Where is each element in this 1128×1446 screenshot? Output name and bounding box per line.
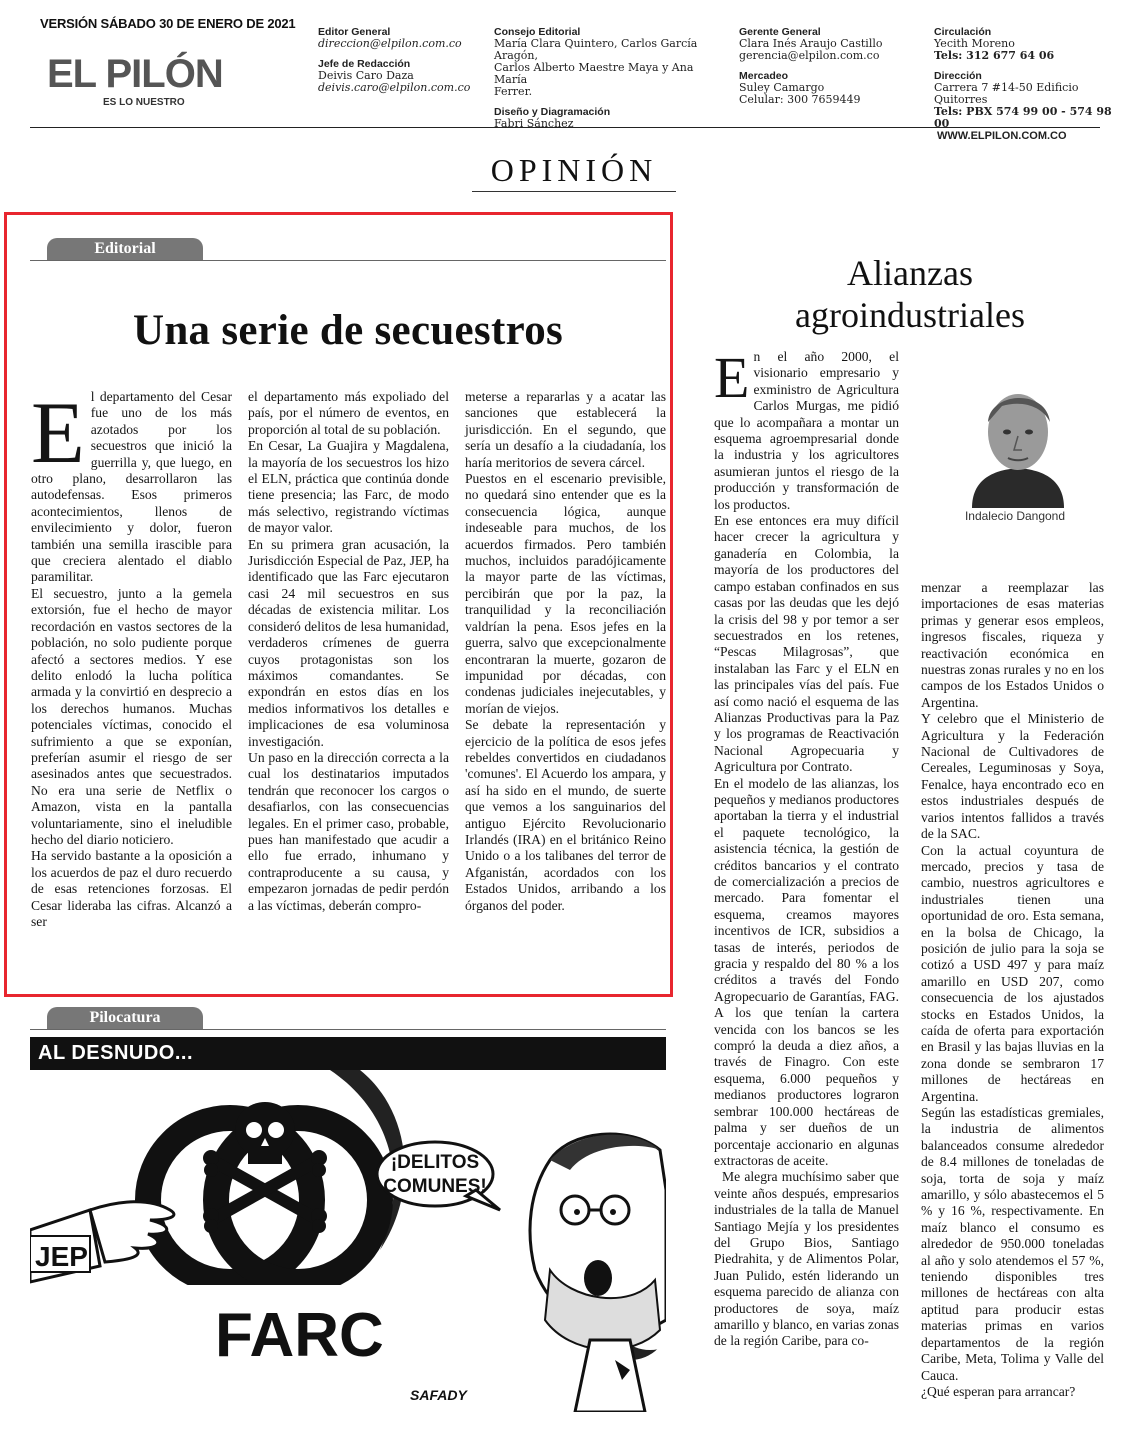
paragraph: menzar a reemplazar las importaciones de esas materias primas y generar esos empleos, ingresos fiscales, riqueza y reactivación económica en nuestras zonas rurales y no en los campos de los Estados Unidos o Argentina.: [921, 580, 1104, 710]
paragraph: el departamento más expoliado del país, por el número de eventos, en proporción al total de su población.: [248, 389, 449, 437]
editorial-headline: Una serie de secuestros: [132, 307, 564, 354]
paragraph: Y celebro que el Ministerio de Agricultura y la Federación Nacional de Cultivadores de Cereales, Leguminosas y Soya, Fenalce, haya encontrado eco en estos industriales después de varios intentos fallidos a través de la SAC.: [921, 711, 1104, 842]
consejo-line: Carlos Alberto Maestre Maya y Ana María: [494, 61, 694, 86]
circulacion-label: Circulación: [934, 26, 992, 38]
circulacion-name: Yecith Moreno: [934, 37, 1015, 50]
paragraph: n el año 2000, el visionario empresario y exministro de Agricultura Carlos Murgas, me pidió que lo acompañara a montar un esquema agroempresarial donde la industria y los agricultores asumieran juntos el riesgo de la producción y transformación de los productos.: [714, 349, 899, 512]
section-title: OPINIÓN: [490, 152, 658, 188]
editorial-column-2: [248, 389, 449, 914]
pilocatura-tab-rule: [30, 1029, 666, 1030]
opinion-title-line: Alianzas: [847, 253, 973, 293]
editorial-column-3: [465, 389, 666, 914]
editorial-tab: Editorial: [47, 238, 203, 260]
staff-column-1: [318, 26, 483, 94]
editorial-dropcap: E: [31, 385, 85, 482]
direccion-label: Dirección: [934, 70, 982, 82]
staff-column-4: [934, 26, 1114, 142]
section-title-rule: [472, 191, 676, 192]
circulacion-tels: Tels: 312 677 64 06: [934, 49, 1055, 62]
pilocatura-tab: Pilocatura: [47, 1007, 203, 1029]
consejo-label: Consejo Editorial: [494, 26, 581, 38]
website-link[interactable]: WWW.ELPILON.COM.CO: [937, 130, 1067, 142]
jefe-name: Deivis Caro Daza: [318, 69, 414, 82]
opinion-title: [730, 252, 1090, 336]
direccion-tels: Tels: PBX 574 99 00 - 574 98 00: [934, 105, 1112, 130]
jep-label: JEP: [35, 1241, 88, 1272]
gerente-email[interactable]: gerencia@elpilon.com.co: [739, 49, 880, 62]
jefe-label: Jefe de Redacción: [318, 58, 411, 70]
paragraph: Ha servido bastante a la oposición a los acuerdos de paz el duro recuerdo de esas retenciones forzosas. El Cesar lideraba las cifras. Alcanzó a ser: [31, 848, 232, 929]
opinion-dropcap: E: [714, 345, 750, 410]
cartoon-illustration: [30, 1070, 666, 1412]
consejo-line: María Clara Quintero, Carlos García Aragón,: [494, 37, 698, 62]
opinion-title-line: agroindustriales: [795, 295, 1025, 335]
author-photo: [962, 370, 1074, 508]
paragraph: l departamento del Cesar fue uno de los más azotados por los secuestros que inició la guerrilla y, que luego, en otro plano, desarrollaron las autodefensas. Esos primeros acontecimientos, llenos de envilecimiento y dolor, fueron también una semilla irascible para que creciera alentado el diablo paramilitar.: [31, 389, 232, 585]
paragraph: meterse a repararlas y a acatar las sanciones que establecerá la jurisdicción. En el segundo, que sería un desafío a la ciudadanía, los haría meritorios de severa cárcel.: [465, 389, 666, 470]
opinion-column-1: [714, 345, 899, 1350]
mercadeo-phone: Celular: 300 7659449: [739, 93, 861, 106]
author-name: Indalecio Dangond: [964, 509, 1066, 523]
jefe-email[interactable]: deivis.caro@elpilon.com.co: [318, 81, 471, 94]
consejo-line: Ferrer.: [494, 85, 533, 98]
paragraph: En su primera gran acusación, la Jurisdicción Especial de Paz, JEP, ha identificado que las Farc ejecutaron casi 24 mil secuestros en sus décadas de existencia militar. Los consideró delitos de lesa humanidad, verdaderos crímenes de guerra cuyos protagonistas son los máximos comandantes. Se expondrán en estos días en los medios informativos los detalles e implicaciones de esa voluminosa investigación.: [248, 536, 449, 749]
editorial-tab-rule: [30, 260, 666, 261]
paragraph: En ese entonces era muy difícil hacer crecer la agricultura y ganadería en Colombia, la mayoría de los productores del campo estaban confinados en sus casas por las deudas que les dejó la crisis del 98 y por temor a ser secuestrados en los retenes, “Pescas Milagrosas”, que instalaban las Farc y el ELN en las principales vías del país. Fue así como nació el esquema de las Alianzas Productivas para la Paz y los programas de Reactivación Nacional Agropecuaria y Agricultura por Contrato.: [714, 513, 899, 775]
paragraph: En el modelo de las alianzas, los pequeños y medianos productores aportaban la tierra y el industrial el paquete tecnológico, la asistencia técnica, la gestión de créditos bancarios y el contrato de comercialización a precios de mercado. Para fomentar el esquema, creamos mayores incentivos de ICR, subsidios a tasas de interés, periodos de gracia y respaldo del 80 % a los créditos a través del Fondo Agropecuario de Garantías, FAG. A los que tenían la cartera vencida con los bancos se les compró la deuda a diez años, a través de Finagro. Con este esquema, 6.000 pequeños y medianos productores lograron sembrar 100.000 hectáreas de palma y ser dueños de un porcentaje accionario en algunas extractoras de aceite.: [714, 775, 899, 1168]
paragraph: Con la actual coyuntura de mercado, precios y tasa de cambio, nuestros agricultores e industriales tienen una oportunidad de oro. Esta semana, en la bolsa de Chicago, la posición de julio para la soja se cotizó a USD 497 y para maíz amarillo en USD 207, como consecuencia de los ajustados stocks en Estados Unidos, la caída de oferta para exportación en Brasil y las bajas lluvias en la zona donde se sembraron 17 millones de hectáreas en Argentina.: [921, 842, 1104, 1104]
bubble-line-1: ¡DELITOS: [390, 1152, 480, 1173]
masthead-divider: [30, 127, 1100, 128]
paragraph: Puestos en el escenario previsible, no quedará sino entender que es la consecuencia lógica, aunque indeseable para muchos, de los acuerdos firmados. Pero también muchos, incluidos paradójicamente la mayor parte de las víctimas, percibirán que por la paz, la tranquilidad y la reconciliación valdrían la pena. Esos jefes en la guerra, salvo que excepcionalmente encontraran la muerte, gozaron de impunidad por décadas, con condenas judiciales inejecutables, y morían de viejos.: [465, 471, 666, 716]
paragraph: Un paso en la dirección correcta a la cual los destinatarios imputados tendrán que reconocer los cargos o desafiarlos, con las consecuencias legales. En el primer caso, probable, pues han manifestado que acudir a ello fue errado, inhumano y contraproducente a su causa, y empezaron jornadas de pedir perdón a las víctimas, deberán compro-: [248, 749, 449, 913]
newspaper-logo[interactable]: EL PILÓN: [47, 52, 223, 96]
cartoon-banner: AL DESNUDO...: [30, 1037, 666, 1070]
diseno-name: Fabri Sánchez: [494, 117, 574, 130]
diseno-label: Diseño y Diagramación: [494, 106, 611, 118]
mercadeo-name: Suley Camargo: [739, 81, 825, 94]
editor-label: Editor General: [318, 26, 391, 38]
editor-email[interactable]: direccion@elpilon.com.co: [318, 37, 462, 50]
paragraph: Me alegra muchísimo saber que veinte años después, empresarios industriales de la talla de Manuel Santiago Mejía y los presidentes del Grupo Bios, Santiago Piedrahita, y de Alimentos Polar, Juan Pulido, estén liderando un esquema parecido de alianza con productores de soya, maíz amarillo y blanco, en varias zonas de la región Caribe, para co-: [714, 1169, 899, 1349]
staff-column-2: [494, 26, 719, 130]
paragraph: Según las estadísticas gremiales, la industria de alimentos balanceados consume alrededor de 8.4 millones de toneladas de soja, torta de soja y maíz amarillo, y sólo abastecemos el 5 % y 16 %, respectivamente. En maíz blanco el consumo es alrededor de 950.000 toneladas al año y solo atendemos el 57 %, teniendo disponibles tres millones de hectáreas con alta aptitud para producir estas materias primas en varios departamentos de la región Caribe, Meta, Tolima y Valle del Cauca.: [921, 1105, 1104, 1383]
paragraph: En Cesar, La Guajira y Magdalena, la mayoría de los secuestros los hizo el ELN, práctica que continúa donde tiene presencia; las Farc, de modo más selectivo, registrando víctimas de mayor valor.: [248, 438, 449, 536]
paragraph: Se debate la representación y ejercicio de la política de esos jefes rebeldes convertidos en ciudadanos 'comunes'. El Acuerdo los ampara, y así ha sido en el mundo, de suerte que vemos a los sanguinarios del antiguo Ejército Revolucionario Irlandés (IRA) en el británico Reino Unido o a los talibanes del terror de Afganistán, acordados con los Estados Unidos, arribando a los órganos del poder.: [465, 717, 666, 913]
paragraph: ¿Qué esperan para arrancar?: [921, 1383, 1076, 1399]
edition-date: VERSIÓN SÁBADO 30 DE ENERO DE 2021: [40, 16, 296, 31]
cartoonist-signature: SAFADY: [410, 1387, 467, 1403]
direccion-address: Carrera 7 #14-50 Edificio Quitorres: [934, 81, 1079, 106]
staff-column-3: [739, 26, 919, 106]
opinion-column-2: [921, 580, 1104, 1400]
gerente-label: Gerente General: [739, 26, 821, 38]
mercadeo-label: Mercadeo: [739, 70, 789, 82]
gerente-name: Clara Inés Araujo Castillo: [739, 37, 883, 50]
bubble-line-2: COMUNES!: [383, 1176, 487, 1197]
farc-text: FARC: [215, 1301, 384, 1370]
editorial-column-1: [31, 385, 232, 930]
paragraph: El secuestro, junto a la gemela extorsión, fue el hecho de mayor recordación en vastos sectores de la población, no solo pudiente porque afectó a sectores medios. Y ese delito enlodó la lucha política armada y la convirtió en desprecio a los derechos humanos. Muchas potenciales víctimas, conocido el sufrimiento a que se exponían, preferían asumir el riesgo de ser asesinados antes que secuestrados. No era una serie de Netflix o Amazon, vista en la pantalla voluntariamente, sino el ineludible hecho del diario noticiero.: [31, 585, 232, 847]
logo-tagline: ES LO NUESTRO: [103, 97, 185, 108]
